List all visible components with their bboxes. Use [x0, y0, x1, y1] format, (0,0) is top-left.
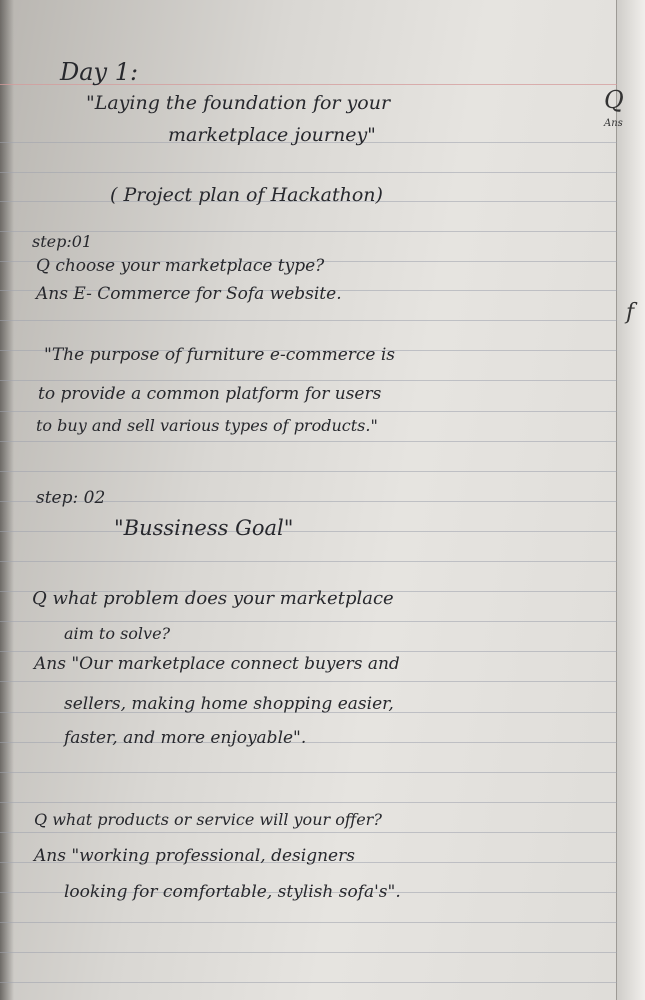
ruled-line [0, 621, 617, 622]
answer-3-line-1: Ans "working professional, designers [34, 846, 355, 866]
ruled-line [0, 531, 617, 532]
ruled-line [0, 320, 617, 321]
title-line-2: marketplace journey" [168, 124, 376, 146]
purpose-line-3: to buy and sell various types of products." [36, 416, 378, 435]
step-2-label: step: 02 [36, 488, 106, 508]
title-line-1: "Laying the foundation for your [86, 92, 391, 114]
question-2-line-1: Q what problem does your marketplace [32, 588, 394, 609]
question-2-line-2: aim to solve? [64, 624, 171, 643]
ruled-line [0, 231, 617, 232]
facing-page-edge [616, 0, 645, 1000]
ruled-line [0, 952, 617, 953]
business-goal-heading: "Bussiness Goal" [114, 516, 294, 540]
project-subtitle: ( Project plan of Hackathon) [110, 184, 383, 206]
margin-mark-q: Q [604, 86, 624, 114]
ruled-line [0, 832, 617, 833]
answer-3-line-2: looking for comfortable, stylish sofa's". [64, 882, 401, 902]
ruled-line [0, 441, 617, 442]
ruled-line [0, 982, 617, 983]
margin-mark-f: f [626, 300, 635, 325]
purpose-line-1: "The purpose of furniture e-commerce is [44, 345, 396, 365]
day-heading: Day 1: [60, 58, 139, 86]
ruled-line [0, 380, 617, 381]
answer-1: Ans E- Commerce for Sofa website. [36, 284, 342, 304]
answer-2-line-3: faster, and more enjoyable". [64, 728, 307, 748]
ruled-line [0, 471, 617, 472]
purpose-line-2: to provide a common platform for users [38, 384, 382, 404]
ruled-line [0, 172, 617, 173]
ruled-line [0, 922, 617, 923]
ruled-line [0, 651, 617, 652]
ruled-line [0, 681, 617, 682]
ruled-line [0, 802, 617, 803]
question-1: Q choose your marketplace type? [36, 256, 325, 276]
margin-mark-ans: Ans [604, 118, 623, 129]
answer-2-line-2: sellers, making home shopping easier, [64, 694, 394, 714]
ruled-line [0, 411, 617, 412]
answer-2-line-1: Ans "Our marketplace connect buyers and [34, 654, 400, 674]
page-shadow [0, 0, 14, 1000]
ruled-line [0, 561, 617, 562]
ruled-line [0, 772, 617, 773]
step-1-label: step:01 [32, 232, 93, 251]
question-3: Q what products or service will your offer? [34, 810, 382, 829]
